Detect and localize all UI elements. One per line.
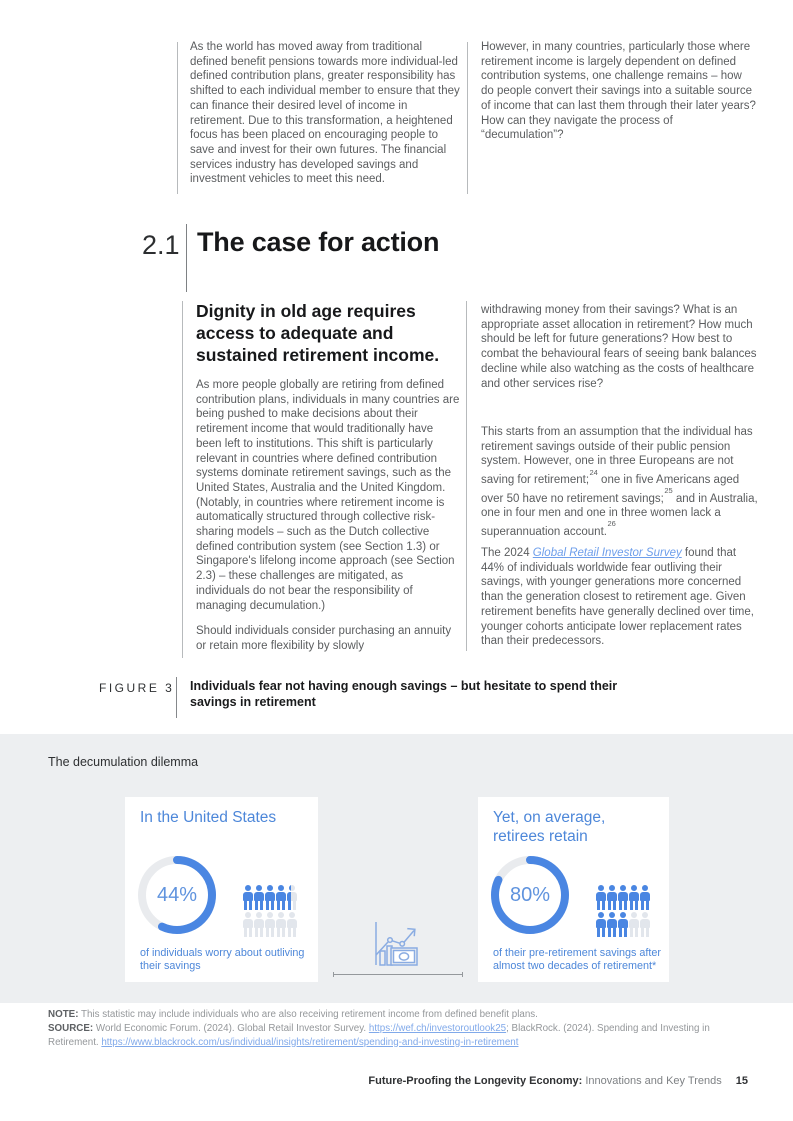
body-paragraph: As more people globally are retiring from defined contribution plans, individuals in many countries are being pushed to make decisions about their retirement income that would traditionally have been left to institutions. This shift is particularly relevant in countries where defined contribution systems dominate retirement savings, such as the United States, Australia and the United Kingdom. (Notably, in countries where retirement income is automatically structured through collective risk-sharing models – such as the Dutch collective defined contribution system (see Section 1.3) or Singapore's lifelong income approach (see Section 2.3) – these challenges are mitigated, as individuals do not bear the responsibility of managing decumulation.) [196,379,460,612]
text-segment: one in five Americans aged over 50 have no retirement savings; [481,473,740,505]
footnote-ref: 26 [607,519,616,529]
source-text: ; BlackRock. (2024). Spending and Investing in Retirement. [48,1023,710,1048]
text-segment: This starts from an assumption that the individual has retirement savings outside of their public pension system. However, one in three Europeans are not saving for retirement; [481,426,753,486]
person-icon [276,912,286,937]
people-pictogram [596,885,650,939]
person-icon [640,912,650,937]
body-paragraph: withdrawing money from their savings? What is an appropriate asset allocation in retirement? How much should be left for future generations? How best to combat the behavioural fears of seeing bank balances decline while also watching as the costs of healthcare and other services rise? [481,304,757,390]
note-label: NOTE: [48,1009,79,1020]
donut-value-label: 44% [156,883,198,906]
donut-chart-44 [137,855,217,935]
pictogram-row [243,885,297,910]
figure-source [48,1022,756,1049]
source-label: SOURCE: [48,1023,94,1034]
figure-area [0,734,793,1003]
person-icon [254,885,264,910]
person-icon [618,885,628,910]
footnote-ref: 24 [589,467,598,477]
section-number: 2.1 [142,230,180,260]
figure-note [48,1008,756,1022]
person-icon [254,912,264,937]
section-heading-rule [186,224,187,292]
stat-card-united-states [125,797,318,982]
person-icon [596,912,606,937]
column-rule [467,42,468,194]
text-segment: found that 44% of individuals worldwide fear outliving their savings, with younger generations more concerned than the generation closest to retirement age. Given retirement benefits have generally declined over time, younger cohorts anticipate lower replacement rates than their predecessors. [481,547,754,648]
person-icon [640,885,650,910]
body-paragraph: Should individuals consider purchasing an annuity or retain more flexibility by slowly [196,625,452,652]
donut-value-label: 80% [509,883,551,906]
column-rule [177,42,178,194]
text-segment: The 2024 [481,547,533,559]
person-icon [629,885,639,910]
intro-paragraph-right: However, in many countries, particularly those where retirement income is largely dependent on defined contribution systems, one challenge remains – how do people convert their savings into a suitable source of income that can last them through their later years? How can they navigate the process of “decumulation”? [481,41,756,142]
stat-card-retirees-retain [478,797,669,982]
person-icon [596,885,606,910]
source-link-blackrock[interactable]: https://www.blackrock.com/us/individual/insights/retirement/spending-and-investing-in-retirement [101,1036,519,1048]
body-paragraph-with-link [481,546,761,649]
person-icon [265,885,275,910]
money-growth-icon [367,918,425,972]
pictogram-row [243,912,297,937]
figure-caption: Individuals fear not having enough savings – but hesitate to spend their savings in retirement [190,679,618,709]
section-subheading: Dignity in old age requires access to adequate and sustained retirement income. [196,301,440,365]
person-icon [276,885,286,910]
intro-paragraph-left: As the world has moved away from traditional defined benefit pensions towards more individual-led defined contribution plans, greater responsibility has shifted to each individual member to ensure that they can finance their desired level of income in retirement. Due to this transformation, a heightened focus has been placed on encouraging people to save and invest for their own futures. The financial services industry has developed savings and investment vehicles to meet this need. [190,41,460,186]
page-footer [0,1075,748,1087]
figure-inner-title: The decumulation dilemma [48,755,199,769]
donut-chart-80 [490,855,570,935]
person-icon [287,885,291,910]
stat-card-caption: of individuals worry about outliving their savings [140,947,305,972]
figure-label: FIGURE 3 [99,681,175,695]
footnote-ref: 25 [664,486,673,496]
section-title: The case for action [197,227,440,257]
person-icon [265,912,275,937]
figure-rule [176,677,177,718]
figure-divider-line [333,974,463,975]
person-icon [618,912,628,937]
stat-card-title: Yet, on average, retirees retain [493,809,606,845]
pictogram-row [596,912,650,937]
note-text: This statistic may include individuals who are also receiving retirement income from defined benefit plans. [78,1009,538,1020]
person-icon [607,912,617,937]
person-icon [607,885,617,910]
pictogram-row [596,885,650,910]
footer-report-title: Future-Proofing the Longevity Economy: [368,1075,583,1087]
person-icon [629,912,639,937]
people-pictogram [243,885,297,939]
source-text: World Economic Forum. (2024). Global Retail Investor Survey. [93,1023,369,1034]
person-icon [243,912,253,937]
column-rule [466,301,467,651]
person-icon [243,885,253,910]
footer-report-subtitle: Innovations and Key Trends [582,1075,722,1087]
survey-link[interactable]: Global Retail Investor Survey [532,547,682,559]
stat-card-title: In the United States [140,809,277,826]
stat-card-caption: of their pre-retirement savings after almost two decades of retirement* [493,947,662,972]
person-icon-partial [287,885,297,910]
column-rule [182,301,183,658]
person-icon [287,912,297,937]
body-paragraph-with-footnotes [481,425,761,539]
text-segment: and in Australia, one in four men and one in three women lack a superannuation account. [481,492,758,538]
page-number: 15 [735,1075,748,1087]
source-link-wef[interactable]: https://wef.ch/investoroutlook25 [368,1023,507,1034]
